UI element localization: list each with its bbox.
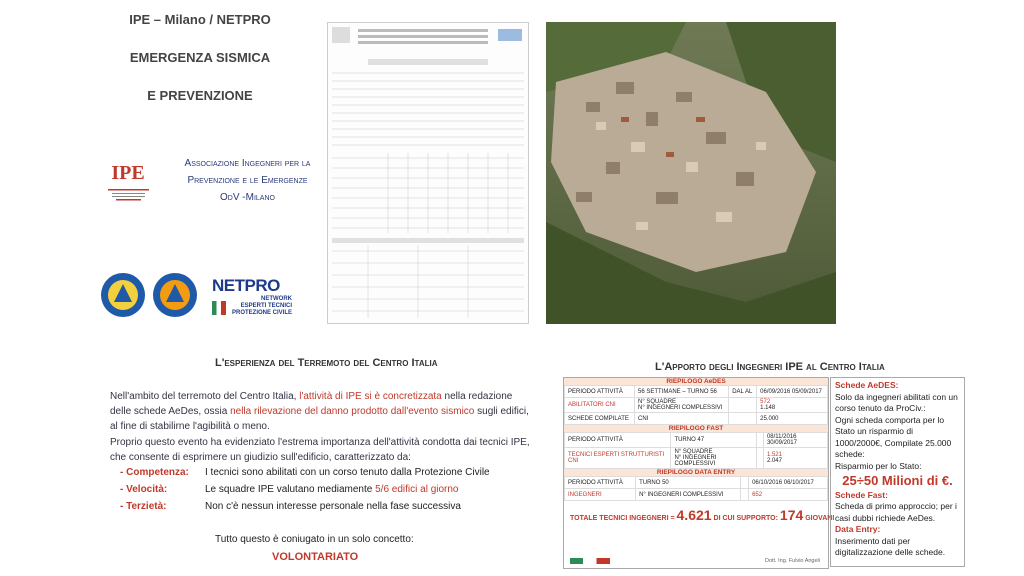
p1-part-e: sugli edifici, al fine di stabilirne l'agibilità o meno. [110, 406, 529, 432]
table-fast [564, 432, 828, 469]
aedes-form-image [327, 22, 529, 324]
p1-part-b: l'attività di IPE si è concretizzata [299, 391, 442, 402]
total-line [564, 507, 835, 523]
total-label: TOTALE TECNICI INGEGNERI = [570, 515, 675, 522]
bullet-key: - Terzietà: [120, 501, 167, 512]
cell: PERIODO ATTIVITÀ [565, 386, 635, 398]
info-heading-fast: Schede Fast: [835, 489, 888, 500]
cell-line: N° INGEGNERI COMPLESSIVI [637, 405, 723, 411]
info-box [830, 377, 965, 567]
bullet-key: - Competenza: [120, 467, 189, 478]
cell: 25.000 [757, 413, 828, 425]
cell [757, 398, 828, 413]
bullet-terzieta [120, 501, 461, 512]
bullet-value-highlight: 5/6 edifici al giorno [375, 484, 459, 495]
info-text: Scheda di primo approccio; per i casi dubbi richiede AeDes. [835, 501, 957, 523]
section-aedes: RIEPILOGO AeDES [564, 378, 828, 385]
info-text: Risparmio per lo Stato: [835, 460, 922, 471]
association-line-3: OdV -Milano [220, 192, 275, 203]
cell: PERIODO ATTIVITÀ [565, 477, 636, 489]
protezione-civile-logo-2 [152, 272, 198, 323]
conclusion-text: Tutto questo è coniugato in un solo concetto: [215, 534, 414, 545]
cell [634, 398, 728, 413]
italian-flag-stripe [570, 558, 610, 564]
right-section-title: L'Apporto degli Ingegneri IPE al Centro Italia [655, 361, 885, 373]
cell: 08/11/2016 30/09/2017 [763, 433, 827, 448]
section-fast: RIEPILOGO FAST [564, 425, 828, 432]
cell-line: N° SQUADRE [674, 449, 713, 455]
p1-part-a: Nell'ambito del terremoto del Centro Italia, [110, 391, 300, 402]
cell [763, 448, 827, 469]
cell: 06/09/2016 05/09/2017 [757, 386, 828, 398]
cell: N° INGEGNERI COMPLESSIVI [636, 489, 741, 501]
association-line-2: Prevenzione e le Emergenze [187, 175, 308, 186]
support-unit: GIOVANI [805, 515, 835, 522]
left-paragraph-2: Proprio questo evento ha evidenziato l'estrema importanza dell'attività condotta dai tecnici IPE, che consente di esprimere un giudizio sull'edificio, caratterizzato da: [110, 437, 530, 463]
p1-part-d: nella rilevazione del danno prodotto dall'evento sismico [230, 406, 475, 417]
cell: CNI [634, 413, 728, 425]
association-name [160, 155, 335, 206]
table-aedes [564, 385, 828, 425]
cell: TURNO 50 [636, 477, 741, 489]
association-line-1: Associazione Ingegneri per la [184, 158, 311, 169]
cell: INGEGNERI [565, 489, 636, 501]
cell-line: 1.148 [760, 405, 776, 411]
earthquake-photo [546, 22, 836, 324]
cell: 652 [749, 489, 828, 501]
cell: 06/10/2016 06/10/2017 [749, 477, 828, 489]
cell: DAL AL [729, 386, 757, 398]
header-subtitle-2: E PREVENZIONE [147, 88, 253, 103]
support-label: DI CUI SUPPORTO: [713, 515, 778, 522]
protezione-civile-logo-1 [100, 272, 146, 323]
netpro-sub-2: ESPERTI TECNICI [240, 303, 292, 309]
info-text: Inserimento dati per digitalizzazione delle schede. [835, 535, 946, 557]
info-text: Solo da ingegneri abilitati con un corso tenuto da ProCiv.: [835, 391, 958, 413]
info-text: Ogni scheda comporta per lo Stato un risparmio di 1000/2000€, Compilate 25.000 schede: [835, 414, 952, 459]
netpro-wordmark: NETPRO [212, 276, 280, 295]
netpro-sub-3: PROTEZIONE CIVILE [231, 310, 292, 316]
section-data-entry: RIEPILOGO DATA ENTRY [564, 469, 828, 476]
cell: ABILITATORI CNI [565, 398, 635, 413]
svg-text:IPE: IPE [111, 162, 145, 184]
cell: PERIODO ATTIVITÀ [565, 433, 671, 448]
bullet-velocita [120, 484, 459, 495]
bullet-value: I tecnici sono abilitati con un corso tenuto dalla Protezione Civile [205, 467, 490, 478]
left-paragraph-1 [110, 389, 530, 434]
cell: TURNO 47 [671, 433, 757, 448]
summary-panel [563, 377, 835, 569]
left-section-title: L'esperienza del Terremoto del Centro Italia [215, 357, 438, 369]
table-data-entry [564, 476, 828, 501]
signature: Dott. Ing. Fulvio Angeli [764, 558, 820, 564]
savings-value: 25÷50 Milioni di €. [842, 473, 953, 488]
cell-line: N° INGEGNERI COMPLESSIVI [674, 455, 717, 467]
header-title: IPE – Milano / NETPRO [129, 12, 271, 27]
total-value: 4.621 [676, 507, 712, 523]
bullet-key: - Velocità: [120, 484, 168, 495]
cell: 56 SETTIMANE – TURNO 56 [634, 386, 728, 398]
support-value: 174 [779, 507, 804, 523]
bullet-competenza [120, 467, 490, 478]
cell [671, 448, 757, 469]
info-heading-aedes: Schede AeDES: [835, 380, 899, 390]
cell: TECNICI ESPERTI STRUTTURISTI CNI [565, 448, 671, 469]
cell-line: 2.047 [766, 458, 782, 464]
conclusion-highlight: VOLONTARIATO [272, 551, 359, 563]
header-subtitle: EMERGENZA SISMICA [129, 50, 271, 65]
cell-line: N° SQUADRE [637, 399, 677, 405]
cell: SCHEDE COMPILATE [565, 413, 635, 425]
cell-line: 572 [760, 399, 771, 405]
ipe-logo [106, 155, 151, 203]
bullet-value: Non c'è nessun interesse personale nella fase successiva [205, 501, 461, 512]
cell-line: 1.521 [766, 452, 782, 458]
p1-part-c: nella redazione delle schede AeDes, ossia [110, 391, 513, 417]
netpro-sub-1: NETWORK [261, 296, 292, 302]
bullet-value: Le squadre IPE valutano mediamente [205, 484, 376, 495]
info-heading-data-entry: Data Entry: [835, 524, 881, 534]
netpro-logo [212, 276, 292, 320]
